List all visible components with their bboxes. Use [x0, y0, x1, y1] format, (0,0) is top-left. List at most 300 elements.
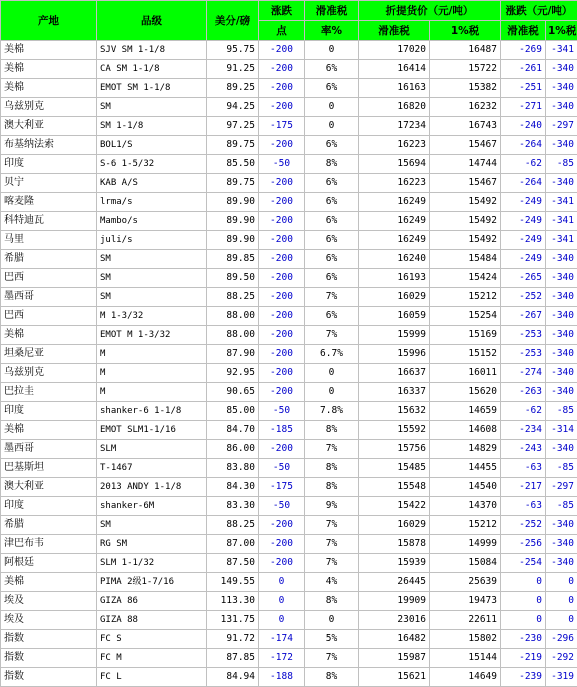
price-usd-cell: 90.65	[207, 383, 259, 402]
sliding-tax-rate-cell: 8%	[305, 459, 359, 478]
sliding-tax-rate-cell: 8%	[305, 592, 359, 611]
price-1pct-cell: 15424	[430, 269, 501, 288]
price-usd-cell: 88.00	[207, 326, 259, 345]
change-1pct-cell: -341	[546, 231, 577, 250]
change-pts-cell: -200	[259, 174, 305, 193]
change-sliding-cell: -63	[501, 459, 546, 478]
origin-cell: 埃及	[1, 611, 97, 630]
change-pts-cell: -200	[259, 440, 305, 459]
change-1pct-cell: -319	[546, 668, 577, 687]
price-usd-cell: 88.25	[207, 288, 259, 307]
price-usd-cell: 92.95	[207, 364, 259, 383]
grade-cell: shanker-6M	[97, 497, 207, 516]
sliding-tax-rate-cell: 7%	[305, 516, 359, 535]
grade-cell: M	[97, 345, 207, 364]
table-row	[1, 440, 577, 459]
price-sliding-cell: 16249	[359, 212, 430, 231]
price-sliding-cell: 15878	[359, 535, 430, 554]
price-sliding-cell: 19909	[359, 592, 430, 611]
sliding-tax-rate-cell: 7%	[305, 288, 359, 307]
price-usd-cell: 84.30	[207, 478, 259, 497]
grade-cell: CA SM 1-1/8	[97, 60, 207, 79]
change-1pct-cell: -340	[546, 136, 577, 155]
change-1pct-cell: -340	[546, 98, 577, 117]
origin-cell: 埃及	[1, 592, 97, 611]
origin-cell: 阿根廷	[1, 554, 97, 573]
price-1pct-cell: 14649	[430, 668, 501, 687]
change-sliding-cell: -239	[501, 668, 546, 687]
change-sliding-cell: -240	[501, 117, 546, 136]
table-row	[1, 60, 577, 79]
sliding-tax-rate-cell: 0	[305, 117, 359, 136]
change-sliding-cell: -261	[501, 60, 546, 79]
price-1pct-cell: 15212	[430, 288, 501, 307]
sliding-tax-rate-cell: 6.7%	[305, 345, 359, 364]
change-sliding-cell: 0	[501, 611, 546, 630]
price-usd-cell: 88.25	[207, 516, 259, 535]
table-row	[1, 231, 577, 250]
price-1pct-cell: 14370	[430, 497, 501, 516]
change-pts-cell: 0	[259, 611, 305, 630]
price-sliding-cell: 16820	[359, 98, 430, 117]
header-sliding-tax-line1: 滑准税	[305, 1, 359, 21]
sliding-tax-rate-cell: 0	[305, 611, 359, 630]
table-row	[1, 212, 577, 231]
origin-cell: 科特迪瓦	[1, 212, 97, 231]
change-pts-cell: -200	[259, 231, 305, 250]
grade-cell: EMOT SLM1-1/16	[97, 421, 207, 440]
table-row	[1, 668, 577, 687]
grade-cell: EMOT SM 1-1/8	[97, 79, 207, 98]
grade-cell: KAB A/S	[97, 174, 207, 193]
price-1pct-cell: 14455	[430, 459, 501, 478]
table-row	[1, 269, 577, 288]
price-1pct-cell: 16232	[430, 98, 501, 117]
change-1pct-cell: -340	[546, 440, 577, 459]
table-row	[1, 136, 577, 155]
origin-cell: 巴基斯坦	[1, 459, 97, 478]
origin-cell: 墨西哥	[1, 440, 97, 459]
header-landed-price: 折提货价（元/吨）	[359, 1, 501, 21]
change-1pct-cell: -341	[546, 212, 577, 231]
change-sliding-cell: -267	[501, 307, 546, 326]
change-pts-cell: -200	[259, 307, 305, 326]
change-sliding-cell: 0	[501, 573, 546, 592]
header-price-1pct: 1%税	[430, 21, 501, 41]
price-1pct-cell: 16743	[430, 117, 501, 136]
price-sliding-cell: 15632	[359, 402, 430, 421]
header-change-sliding: 滑准税	[501, 21, 546, 41]
price-usd-cell: 89.90	[207, 212, 259, 231]
table-row	[1, 516, 577, 535]
change-sliding-cell: -219	[501, 649, 546, 668]
change-sliding-cell: -252	[501, 516, 546, 535]
price-sliding-cell: 15548	[359, 478, 430, 497]
price-1pct-cell: 14744	[430, 155, 501, 174]
change-sliding-cell: 0	[501, 592, 546, 611]
change-sliding-cell: -254	[501, 554, 546, 573]
change-pts-cell: -200	[259, 250, 305, 269]
table-row	[1, 326, 577, 345]
price-1pct-cell: 15084	[430, 554, 501, 573]
price-1pct-cell: 25639	[430, 573, 501, 592]
change-pts-cell: -200	[259, 516, 305, 535]
price-sliding-cell: 16414	[359, 60, 430, 79]
price-sliding-cell: 15996	[359, 345, 430, 364]
change-sliding-cell: -243	[501, 440, 546, 459]
price-sliding-cell: 26445	[359, 573, 430, 592]
grade-cell: Mambo/s	[97, 212, 207, 231]
price-1pct-cell: 15802	[430, 630, 501, 649]
price-usd-cell: 85.50	[207, 155, 259, 174]
table-row	[1, 402, 577, 421]
change-sliding-cell: -253	[501, 345, 546, 364]
table-row	[1, 174, 577, 193]
table-row	[1, 288, 577, 307]
sliding-tax-rate-cell: 6%	[305, 60, 359, 79]
price-sliding-cell: 16482	[359, 630, 430, 649]
sliding-tax-rate-cell: 5%	[305, 630, 359, 649]
header-change-1pct: 1%税	[546, 21, 577, 41]
sliding-tax-rate-cell: 6%	[305, 136, 359, 155]
table-row	[1, 307, 577, 326]
price-sliding-cell: 16223	[359, 174, 430, 193]
grade-cell: PIMA 2级1-7/16	[97, 573, 207, 592]
price-usd-cell: 83.80	[207, 459, 259, 478]
origin-cell: 美棉	[1, 573, 97, 592]
sliding-tax-rate-cell: 8%	[305, 478, 359, 497]
change-sliding-cell: -274	[501, 364, 546, 383]
change-1pct-cell: -314	[546, 421, 577, 440]
change-pts-cell: -50	[259, 497, 305, 516]
grade-cell: SM	[97, 250, 207, 269]
origin-cell: 希腊	[1, 516, 97, 535]
price-1pct-cell: 15144	[430, 649, 501, 668]
sliding-tax-rate-cell: 6%	[305, 212, 359, 231]
table-row	[1, 630, 577, 649]
price-usd-cell: 87.90	[207, 345, 259, 364]
grade-cell: SJV SM 1-1/8	[97, 41, 207, 60]
price-1pct-cell: 14540	[430, 478, 501, 497]
change-pts-cell: -200	[259, 193, 305, 212]
table-row	[1, 497, 577, 516]
price-sliding-cell: 16029	[359, 516, 430, 535]
origin-cell: 布基纳法索	[1, 136, 97, 155]
sliding-tax-rate-cell: 7.8%	[305, 402, 359, 421]
change-1pct-cell: -340	[546, 250, 577, 269]
sliding-tax-rate-cell: 7%	[305, 326, 359, 345]
change-sliding-cell: -269	[501, 41, 546, 60]
change-pts-cell: -200	[259, 136, 305, 155]
grade-cell: T-1467	[97, 459, 207, 478]
change-1pct-cell: -296	[546, 630, 577, 649]
change-sliding-cell: -62	[501, 155, 546, 174]
grade-cell: GIZA 88	[97, 611, 207, 630]
price-sliding-cell: 16337	[359, 383, 430, 402]
header-sliding-tax-line2: 率%	[305, 21, 359, 41]
price-1pct-cell: 15169	[430, 326, 501, 345]
price-1pct-cell: 16487	[430, 41, 501, 60]
price-sliding-cell: 16223	[359, 136, 430, 155]
price-sliding-cell: 15999	[359, 326, 430, 345]
price-1pct-cell: 16011	[430, 364, 501, 383]
price-usd-cell: 87.00	[207, 535, 259, 554]
change-1pct-cell: -340	[546, 174, 577, 193]
change-sliding-cell: -249	[501, 212, 546, 231]
price-usd-cell: 85.00	[207, 402, 259, 421]
origin-cell: 印度	[1, 497, 97, 516]
change-1pct-cell: 0	[546, 592, 577, 611]
sliding-tax-rate-cell: 8%	[305, 668, 359, 687]
origin-cell: 贝宁	[1, 174, 97, 193]
table-row	[1, 459, 577, 478]
sliding-tax-rate-cell: 6%	[305, 193, 359, 212]
price-sliding-cell: 15485	[359, 459, 430, 478]
change-pts-cell: -172	[259, 649, 305, 668]
change-pts-cell: -200	[259, 554, 305, 573]
change-sliding-cell: -271	[501, 98, 546, 117]
price-usd-cell: 91.72	[207, 630, 259, 649]
sliding-tax-rate-cell: 0	[305, 98, 359, 117]
table-row	[1, 98, 577, 117]
table-row	[1, 554, 577, 573]
price-usd-cell: 87.85	[207, 649, 259, 668]
change-1pct-cell: -297	[546, 117, 577, 136]
change-pts-cell: -200	[259, 269, 305, 288]
change-1pct-cell: -341	[546, 193, 577, 212]
origin-cell: 美棉	[1, 79, 97, 98]
price-1pct-cell: 15254	[430, 307, 501, 326]
change-sliding-cell: -264	[501, 174, 546, 193]
price-1pct-cell: 15467	[430, 174, 501, 193]
header-origin: 产地	[1, 1, 97, 41]
price-1pct-cell: 19473	[430, 592, 501, 611]
change-sliding-cell: -264	[501, 136, 546, 155]
table-row	[1, 535, 577, 554]
price-usd-cell: 91.25	[207, 60, 259, 79]
change-sliding-cell: -251	[501, 79, 546, 98]
header-change-pts-line2: 点	[259, 21, 305, 41]
change-sliding-cell: -249	[501, 250, 546, 269]
sliding-tax-rate-cell: 8%	[305, 155, 359, 174]
price-usd-cell: 97.25	[207, 117, 259, 136]
origin-cell: 巴拉圭	[1, 383, 97, 402]
price-1pct-cell: 14608	[430, 421, 501, 440]
change-sliding-cell: -234	[501, 421, 546, 440]
header-change-pts-line1: 涨跌	[259, 1, 305, 21]
change-1pct-cell: -340	[546, 383, 577, 402]
change-1pct-cell: -340	[546, 345, 577, 364]
table-row	[1, 592, 577, 611]
change-sliding-cell: -249	[501, 193, 546, 212]
table-row	[1, 649, 577, 668]
change-sliding-cell: -217	[501, 478, 546, 497]
sliding-tax-rate-cell: 6%	[305, 250, 359, 269]
price-1pct-cell: 15382	[430, 79, 501, 98]
table-row	[1, 364, 577, 383]
price-sliding-cell: 15422	[359, 497, 430, 516]
change-sliding-cell: -256	[501, 535, 546, 554]
price-usd-cell: 149.55	[207, 573, 259, 592]
origin-cell: 墨西哥	[1, 288, 97, 307]
origin-cell: 希腊	[1, 250, 97, 269]
price-usd-cell: 84.70	[207, 421, 259, 440]
sliding-tax-rate-cell: 6%	[305, 269, 359, 288]
origin-cell: 美棉	[1, 421, 97, 440]
origin-cell: 美棉	[1, 60, 97, 79]
change-pts-cell: 0	[259, 592, 305, 611]
sliding-tax-rate-cell: 6%	[305, 307, 359, 326]
change-1pct-cell: -340	[546, 535, 577, 554]
change-1pct-cell: -85	[546, 402, 577, 421]
change-1pct-cell: -340	[546, 269, 577, 288]
price-usd-cell: 95.75	[207, 41, 259, 60]
change-sliding-cell: -263	[501, 383, 546, 402]
grade-cell: SM	[97, 269, 207, 288]
change-pts-cell: -50	[259, 402, 305, 421]
price-1pct-cell: 15620	[430, 383, 501, 402]
sliding-tax-rate-cell: 7%	[305, 554, 359, 573]
table-row	[1, 611, 577, 630]
price-sliding-cell: 23016	[359, 611, 430, 630]
table-row	[1, 79, 577, 98]
change-pts-cell: -200	[259, 326, 305, 345]
price-sliding-cell: 17020	[359, 41, 430, 60]
price-sliding-cell: 16637	[359, 364, 430, 383]
change-pts-cell: -200	[259, 383, 305, 402]
table-row	[1, 345, 577, 364]
sliding-tax-rate-cell: 6%	[305, 231, 359, 250]
change-sliding-cell: -249	[501, 231, 546, 250]
grade-cell: M 1-3/32	[97, 307, 207, 326]
change-1pct-cell: -340	[546, 79, 577, 98]
grade-cell: SLM 1-1/32	[97, 554, 207, 573]
table-row	[1, 250, 577, 269]
price-sliding-cell: 17234	[359, 117, 430, 136]
sliding-tax-rate-cell: 7%	[305, 649, 359, 668]
sliding-tax-rate-cell: 0	[305, 41, 359, 60]
change-pts-cell: -200	[259, 98, 305, 117]
origin-cell: 指数	[1, 668, 97, 687]
price-usd-cell: 131.75	[207, 611, 259, 630]
change-1pct-cell: -297	[546, 478, 577, 497]
grade-cell: lrma/s	[97, 193, 207, 212]
change-pts-cell: -200	[259, 535, 305, 554]
change-pts-cell: 0	[259, 573, 305, 592]
price-usd-cell: 113.30	[207, 592, 259, 611]
table-row	[1, 478, 577, 497]
sliding-tax-rate-cell: 7%	[305, 440, 359, 459]
price-usd-cell: 89.85	[207, 250, 259, 269]
change-pts-cell: -200	[259, 364, 305, 383]
header-usd-per-lb: 美分/磅	[207, 1, 259, 41]
change-1pct-cell: -340	[546, 364, 577, 383]
grade-cell: FC S	[97, 630, 207, 649]
price-usd-cell: 87.50	[207, 554, 259, 573]
price-usd-cell: 89.90	[207, 193, 259, 212]
change-pts-cell: -200	[259, 288, 305, 307]
header-price-sliding: 滑准税	[359, 21, 430, 41]
origin-cell: 指数	[1, 649, 97, 668]
origin-cell: 美棉	[1, 41, 97, 60]
change-sliding-cell: -265	[501, 269, 546, 288]
price-sliding-cell: 15592	[359, 421, 430, 440]
change-pts-cell: -200	[259, 212, 305, 231]
change-pts-cell: -200	[259, 79, 305, 98]
price-usd-cell: 83.30	[207, 497, 259, 516]
grade-cell: M	[97, 364, 207, 383]
price-usd-cell: 84.94	[207, 668, 259, 687]
origin-cell: 津巴布韦	[1, 535, 97, 554]
change-1pct-cell: -340	[546, 288, 577, 307]
change-sliding-cell: -230	[501, 630, 546, 649]
price-sliding-cell: 15756	[359, 440, 430, 459]
change-pts-cell: -175	[259, 117, 305, 136]
grade-cell: EMOT M 1-3/32	[97, 326, 207, 345]
change-1pct-cell: 0	[546, 573, 577, 592]
price-1pct-cell: 15152	[430, 345, 501, 364]
price-sliding-cell: 16240	[359, 250, 430, 269]
grade-cell: SLM	[97, 440, 207, 459]
price-usd-cell: 94.25	[207, 98, 259, 117]
change-sliding-cell: -252	[501, 288, 546, 307]
grade-cell: BOL1/S	[97, 136, 207, 155]
price-1pct-cell: 14999	[430, 535, 501, 554]
price-1pct-cell: 14829	[430, 440, 501, 459]
price-sliding-cell: 15987	[359, 649, 430, 668]
sliding-tax-rate-cell: 9%	[305, 497, 359, 516]
change-1pct-cell: -340	[546, 326, 577, 345]
sliding-tax-rate-cell: 0	[305, 383, 359, 402]
sliding-tax-rate-cell: 6%	[305, 79, 359, 98]
change-1pct-cell: -341	[546, 41, 577, 60]
grade-cell: SM	[97, 516, 207, 535]
change-1pct-cell: -85	[546, 155, 577, 174]
origin-cell: 巴西	[1, 269, 97, 288]
price-1pct-cell: 22611	[430, 611, 501, 630]
table-row	[1, 117, 577, 136]
price-usd-cell: 89.90	[207, 231, 259, 250]
price-1pct-cell: 15492	[430, 231, 501, 250]
change-pts-cell: -185	[259, 421, 305, 440]
origin-cell: 印度	[1, 155, 97, 174]
origin-cell: 马里	[1, 231, 97, 250]
table-row	[1, 421, 577, 440]
price-1pct-cell: 15467	[430, 136, 501, 155]
grade-cell: FC M	[97, 649, 207, 668]
origin-cell: 美棉	[1, 326, 97, 345]
change-1pct-cell: -340	[546, 516, 577, 535]
change-sliding-cell: -253	[501, 326, 546, 345]
price-sliding-cell: 16059	[359, 307, 430, 326]
price-sliding-cell: 16029	[359, 288, 430, 307]
change-pts-cell: -174	[259, 630, 305, 649]
sliding-tax-rate-cell: 8%	[305, 421, 359, 440]
change-1pct-cell: -340	[546, 307, 577, 326]
grade-cell: SM	[97, 98, 207, 117]
table-row	[1, 573, 577, 592]
change-pts-cell: -200	[259, 60, 305, 79]
grade-cell: SM	[97, 288, 207, 307]
grade-cell: FC L	[97, 668, 207, 687]
header-grade: 品级	[97, 1, 207, 41]
price-sliding-cell: 15694	[359, 155, 430, 174]
origin-cell: 澳大利亚	[1, 117, 97, 136]
price-sliding-cell: 15621	[359, 668, 430, 687]
sliding-tax-rate-cell: 6%	[305, 174, 359, 193]
change-1pct-cell: -85	[546, 459, 577, 478]
price-sliding-cell: 15939	[359, 554, 430, 573]
